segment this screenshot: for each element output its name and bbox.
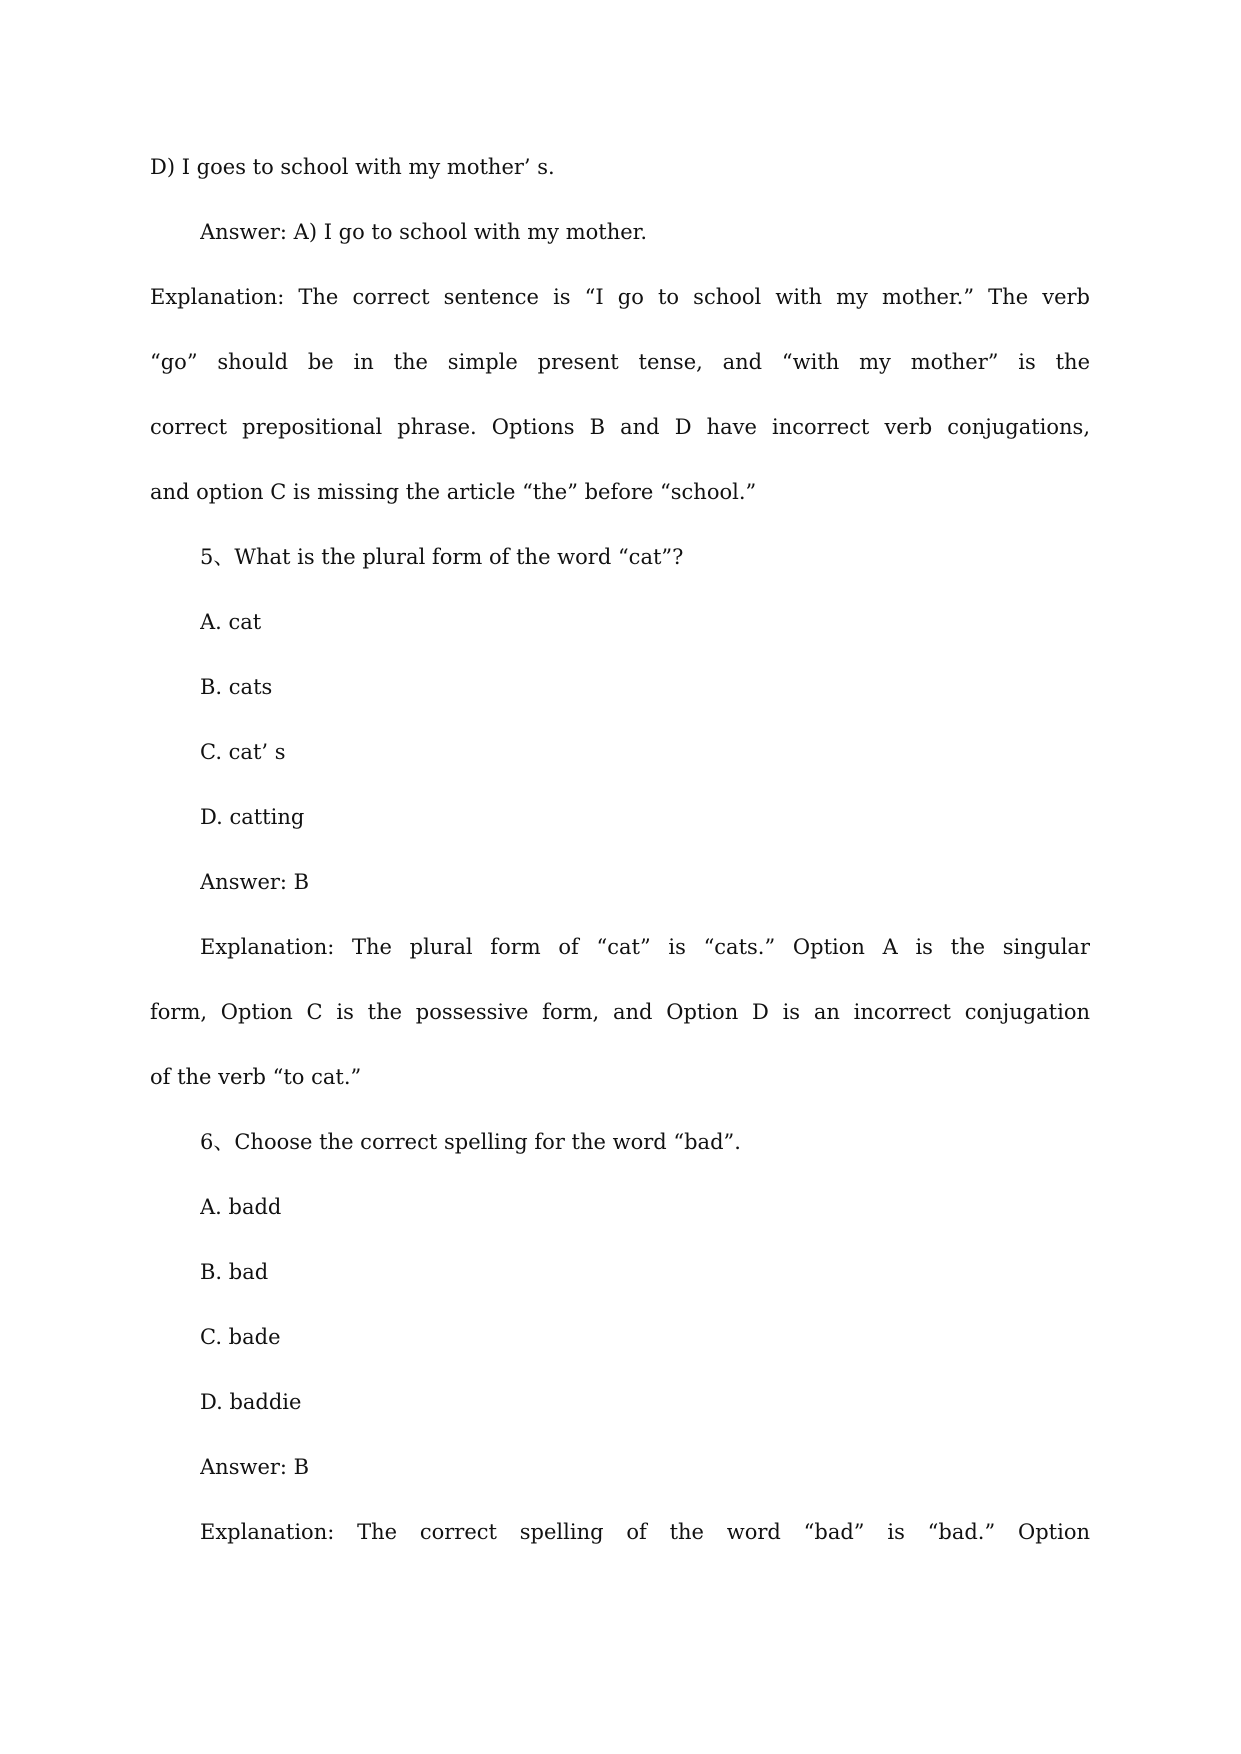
option-c: C. cat’ s: [200, 740, 286, 764]
explanation-line: correct prepositional phrase. Options B and D have incorrect verb conjugations,: [150, 415, 1090, 439]
option-d-line: D) I goes to school with my mother’ s.: [150, 155, 555, 179]
option-d: D. catting: [200, 805, 305, 829]
option-b: B. cats: [200, 675, 273, 699]
answer-line: Answer: B: [200, 1455, 310, 1479]
option-a: A. cat: [200, 610, 262, 634]
question-5: 5、What is the plural form of the word “cat”?: [200, 545, 684, 569]
answer-line: Answer: A) I go to school with my mother.: [200, 220, 648, 244]
explanation-line: of the verb “to cat.”: [150, 1065, 362, 1089]
option-a: A. badd: [200, 1195, 282, 1219]
explanation-line: “go” should be in the simple present tense, and “with my mother” is the: [150, 350, 1090, 374]
explanation-line: and option C is missing the article “the” before “school.”: [150, 480, 757, 504]
explanation-line: form, Option C is the possessive form, and Option D is an incorrect conjugation: [150, 1000, 1090, 1024]
option-c: C. bade: [200, 1325, 281, 1349]
explanation-line: Explanation: The correct spelling of the word “bad” is “bad.” Option: [200, 1520, 1090, 1544]
option-b: B. bad: [200, 1260, 269, 1284]
explanation-line: Explanation: The plural form of “cat” is “cats.” Option A is the singular: [200, 935, 1090, 959]
answer-line: Answer: B: [200, 870, 310, 894]
explanation-line: Explanation: The correct sentence is “I go to school with my mother.” The verb: [150, 285, 1090, 309]
option-d: D. baddie: [200, 1390, 302, 1414]
question-6: 6、Choose the correct spelling for the word “bad”.: [200, 1130, 741, 1154]
